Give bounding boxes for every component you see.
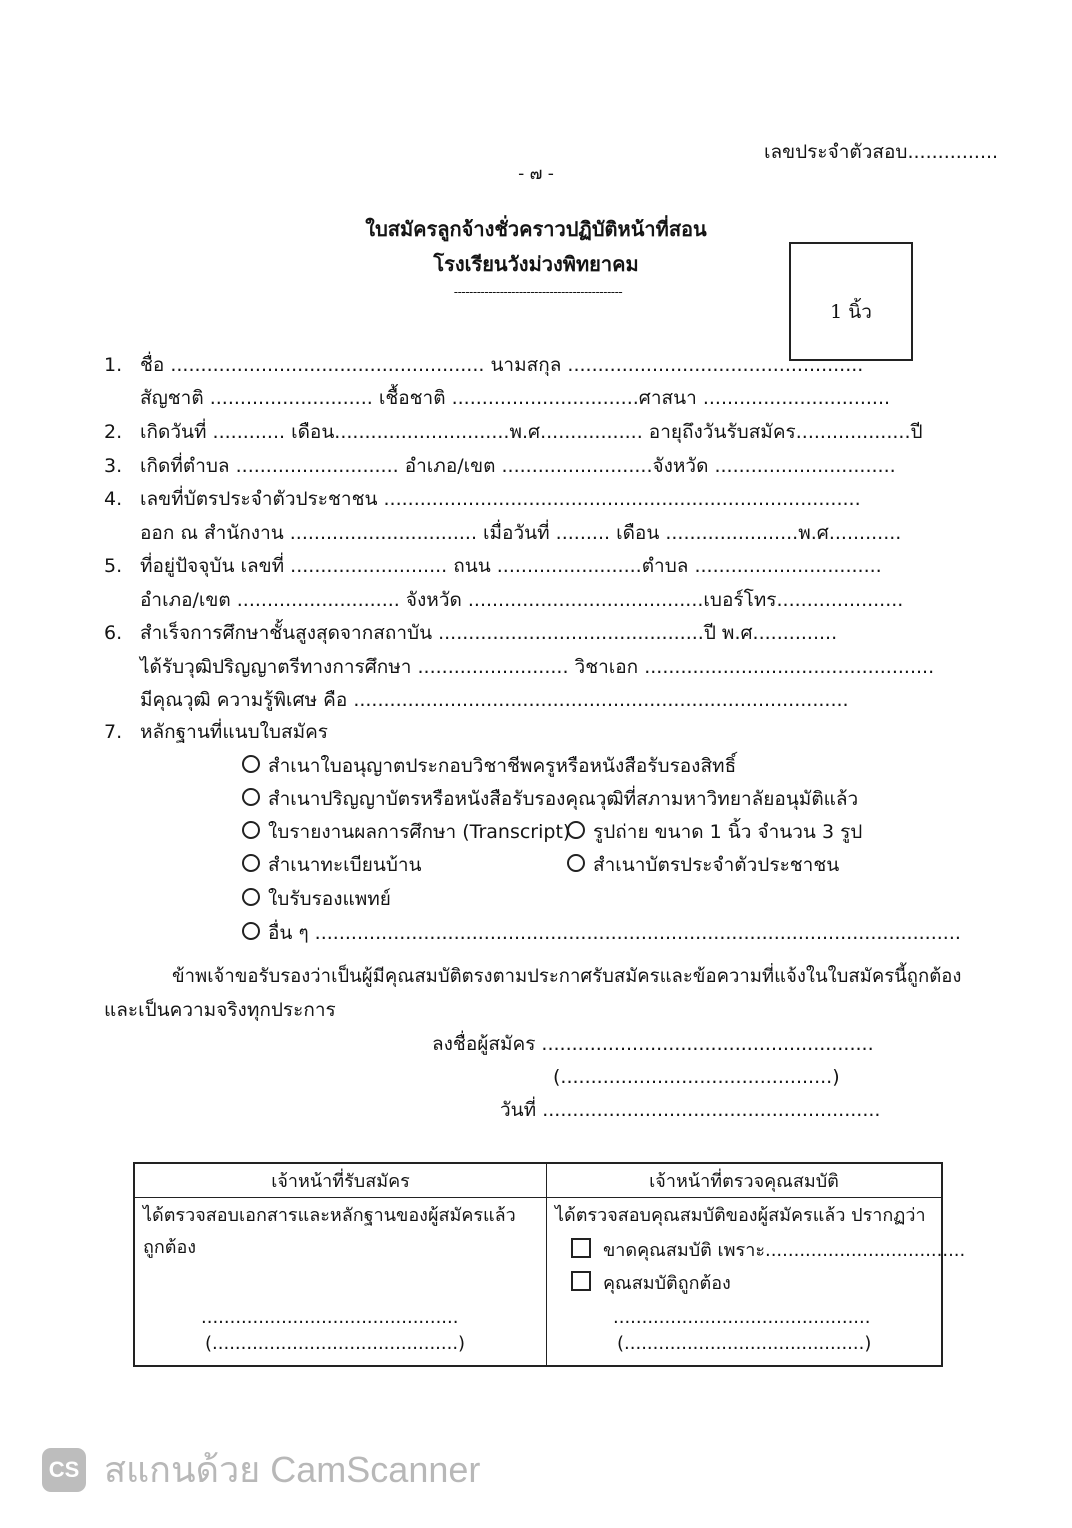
page-number: - ๗ - [518,164,554,184]
radio-circle-icon[interactable] [242,821,260,839]
attachment-item[interactable]: สำเนาใบอนุญาตประกอบวิชาชีพครูหรือหนังสือรับรองสิทธิ์ [242,755,736,778]
exam-id-label: เลขประจำตัวสอบ............... [764,141,999,163]
attachment-item[interactable]: สำเนาทะเบียนบ้าน [242,854,422,877]
receiver-signature-line[interactable]: ............................................. [201,1307,459,1328]
item-number-3: 3. [104,455,123,477]
district-phone-field[interactable]: อำเภอ/เขต ........................... จังหวัด .......................................เบอร์โทร..................... [140,589,904,611]
receiver-header: เจ้าหน้าที่รับสมัคร [134,1163,547,1198]
birthplace-field[interactable]: เกิดที่ตำบล ........................... อำเภอ/เขต .........................จังหวัด .............................. [140,455,896,477]
item-number-7: 7. [104,721,123,743]
education-institution-field[interactable]: สำเร็จการศึกษาชั้นสูงสุดจากสถาบัน ............................................ปี พ.ศ.............. [140,622,838,644]
officials-table [133,1162,966,1367]
attachment-item[interactable]: ใบรับรองแพทย์ [242,888,391,911]
photo-box [789,242,913,361]
checker-option-unqualified[interactable]: ขาดคุณสมบัติ เพราะ................................... [571,1238,965,1262]
attachment-item[interactable]: ใบรายงานผลการศึกษา (Transcript) [242,821,570,844]
title-divider: -------------------------------------------- [453,286,623,299]
radio-circle-icon[interactable] [242,788,260,806]
receiver-text: ได้ตรวจสอบเอกสารและหลักฐานของผู้สมัครแล้ว [143,1205,516,1226]
applicant-signature[interactable]: ลงชื่อผู้สมัคร ....................................................... [432,1033,874,1055]
checker-signature-line[interactable]: ............................................. [613,1307,871,1328]
id-issue-field[interactable]: ออก ณ สำนักงาน ............................... เมื่อวันที่ ......... เดือน ......................พ.ศ............ [140,522,902,544]
address-field[interactable]: ที่อยู่ปัจจุบัน เลขที่ .......................... ถนน ........................ตำบล ............................... [140,555,882,577]
receiver-name-line[interactable]: (...........................................) [205,1333,466,1354]
item-number-1: 1. [104,354,123,376]
item-number-6: 6. [104,622,123,644]
checker-cell [547,1198,966,1367]
declaration-text-cont: และเป็นความจริงทุกประการ [104,999,336,1021]
attachment-item[interactable]: สำเนาบัตรประจำตัวประชาชน [567,854,839,877]
item-number-2: 2. [104,421,123,443]
radio-circle-icon[interactable] [242,755,260,773]
checker-header: เจ้าหน้าที่ตรวจคุณสมบัติ [547,1163,943,1198]
id-card-field[interactable]: เลขที่บัตรประจำตัวประชาชน ............................................................................... [140,488,861,510]
degree-major-field[interactable]: ได้รับวุฒิปริญญาตรีทางการศึกษา ......................... วิชาเอก ................................................ [140,656,935,678]
nationality-field[interactable]: สัญชาติ ........................... เชื้อชาติ ...............................ศาสนา ............................... [140,387,891,409]
radio-circle-icon[interactable] [567,821,585,839]
item-number-4: 4. [104,488,123,510]
receiver-cell [134,1198,547,1367]
camscanner-watermark [42,1441,480,1498]
checker-name-line[interactable]: (..........................................) [617,1333,872,1354]
attachments-heading: หลักฐานที่แนบใบสมัคร [140,721,329,743]
item-number-5: 5. [104,555,123,577]
checker-option-qualified[interactable]: คุณสมบัติถูกต้อง [571,1271,731,1295]
radio-circle-icon[interactable] [242,854,260,872]
radio-circle-icon[interactable] [242,888,260,906]
radio-circle-icon[interactable] [242,922,260,940]
watermark-text: สแกนด้วย CamScanner [104,1449,481,1490]
receiver-text-cont: ถูกต้อง [143,1237,197,1258]
signature-date[interactable]: วันที่ ........................................................ [500,1099,881,1121]
special-skills-field[interactable]: มีคุณวุฒิ ความรู้พิเศษ คือ .................................................................................. [140,689,849,711]
checkbox-icon[interactable] [571,1238,591,1258]
school-name: โรงเรียนวังม่วงพิทยาคม [433,252,639,276]
birth-date-field[interactable]: เกิดวันที่ ............ เดือน.............................พ.ศ................. อายุถึงวันรับสมัคร...................ปี [140,421,923,443]
form-title: ใบสมัครลูกจ้างชั่วคราวปฏิบัติหน้าที่สอน [365,217,707,241]
attachment-item[interactable]: สำเนาปริญญาบัตรหรือหนังสือรับรองคุณวุฒิที่สภามหาวิทยาลัยอนุมัติแล้ว [242,788,858,811]
attachment-item[interactable]: อื่น ๆ ........................................................................................................... [242,922,961,945]
name-field[interactable]: ชื่อ .................................................... นามสกุล ................................................. [140,354,864,376]
attachment-item[interactable]: รูปถ่าย ขนาด 1 นิ้ว จำนวน 3 รูป [567,821,862,844]
declaration-text: ข้าพเจ้าขอรับรองว่าเป็นผู้มีคุณสมบัติตรงตามประกาศรับสมัครและข้อความที่แจ้งในใบสมัครนี้ถูกต้อง [172,966,962,987]
applicant-name-parentheses[interactable]: (.............................................) [553,1066,840,1088]
camscanner-logo-icon: CS [42,1448,86,1492]
radio-circle-icon[interactable] [567,854,585,872]
photo-size-label: 1 นิ้ว [830,301,872,323]
checker-text: ได้ตรวจสอบคุณสมบัติของผู้สมัครแล้ว ปรากฏว่า [555,1205,926,1226]
checkbox-icon[interactable] [571,1271,591,1291]
